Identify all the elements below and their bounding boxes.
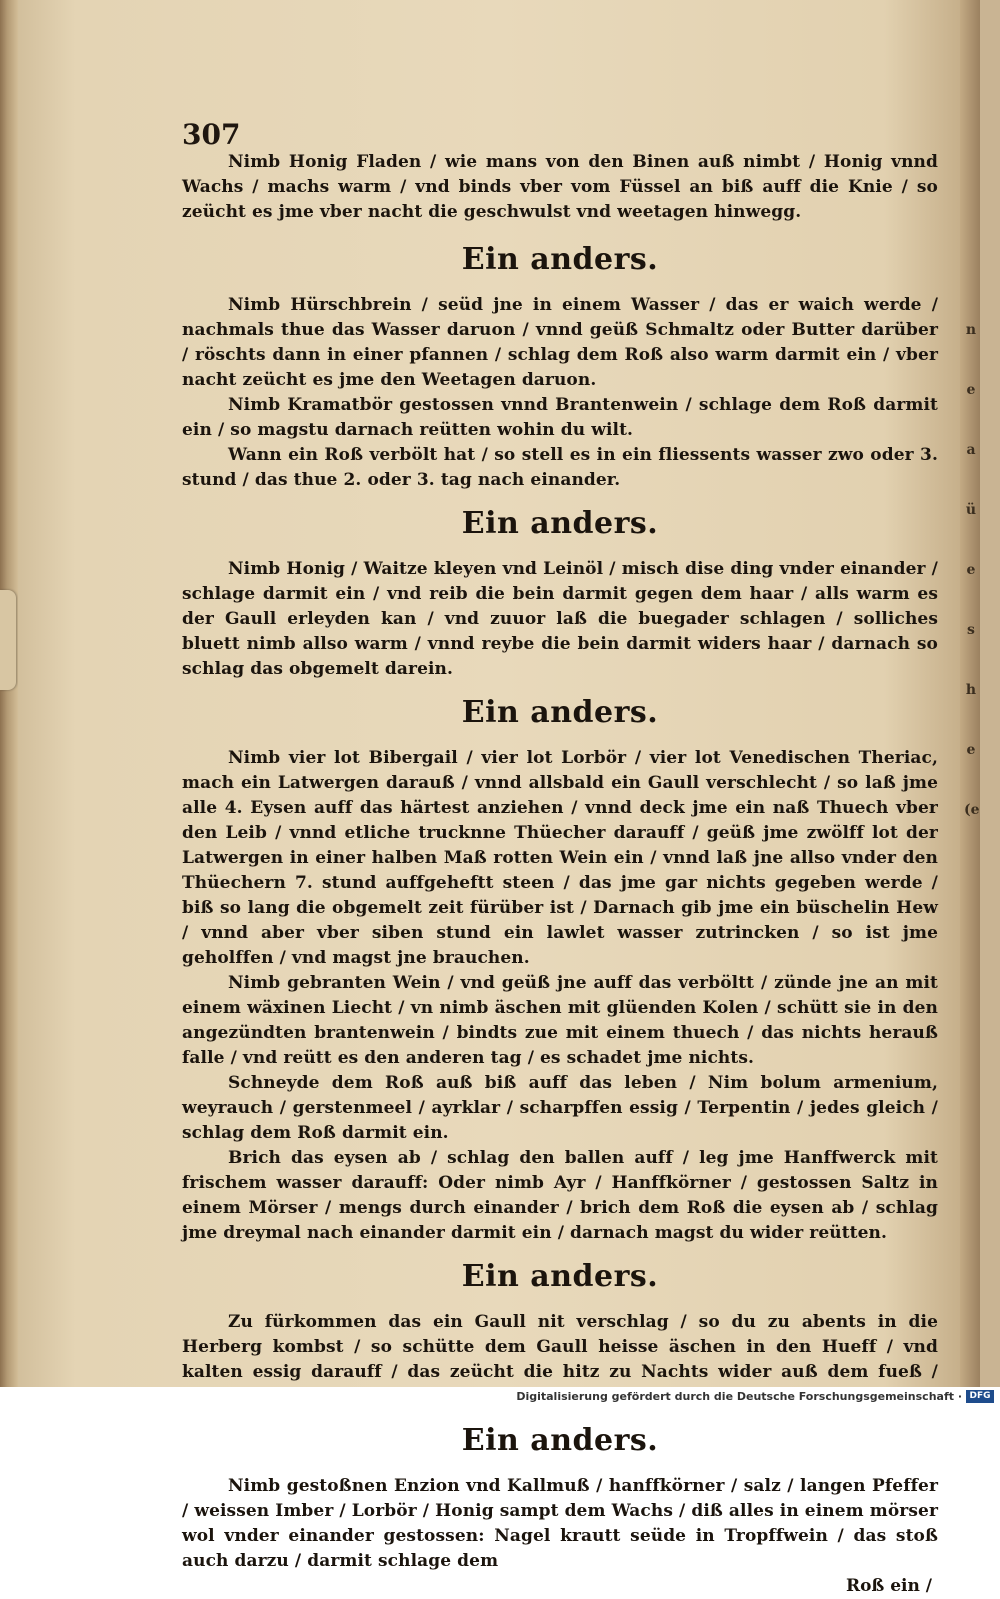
margin-mark: n (965, 322, 977, 338)
paragraph: Brich das eysen ab / schlag den ballen auff / leg jme Hanffwerck mit frischem wasser darauff: Oder nimb Ayr / Hanffkörner / gestossen Saltz in einem Mörser / mengs durch einander / brich dem Roß die eysen ab / schlag jme dreymal nach einander darmit ein / darnach magst du wider reütten. (182, 1148, 938, 1243)
dfg-logo: DFG (966, 1390, 994, 1403)
margin-mark: (e (964, 802, 980, 818)
footer-credit: Digitalisierung gefördert durch die Deutsche Forschungsgemeinschaft · (516, 1390, 962, 1403)
paragraph: Wann ein Roß verbölt hat / so stell es in ein fliessents wasser zwo oder 3. stund / das thue 2. oder 3. tag nach einander. (182, 445, 938, 490)
paragraph: Nimb Honig Fladen / wie mans von den Binen auß nimbt / Honig vnnd Wachs / machs warm / vnd binds vber vom Füssel an biß auff die Knie / so zeücht es jme vber nacht die geschwulst vnd weetagen hinwegg. (182, 152, 938, 222)
paragraph: Nimb vier lot Bibergail / vier lot Lorbör / vier lot Venedischen Theriac, mach ein Latwergen darauß / vnnd allsbald ein Gaull verschlecht / so laß jme alle 4. Eysen auff das härtest anziehen / vnnd deck jme ein naß Thuech vber den Leib / vnnd etliche trucknne Thüecher darauff / geüß jme zwölff lot der Latwergen in einer halben Maß rotten Wein ein / vnnd laß jne allso vnder den Thüechern 7. stund auffgeheftt steen / das jme gar nichts gegeben werde / biß so lang die obgemelt zeit fürüber ist / Darnach gib jme ein büschelin Hew / vnnd aber vber siben stund ein lawlet wasser zutrincken / so ist jme geholffen / vnd magst jne brauchen. (182, 748, 938, 968)
bookmark-tab (0, 590, 16, 690)
margin-mark: h (965, 682, 977, 698)
margin-mark: e (966, 742, 976, 758)
catchword-last-line: Roß ein / (845, 1576, 932, 1596)
paragraph: Nimb gebranten Wein / vnd geüß jne auff das verböltt / zünde jne an mit einem wäxinen Liecht / vn nimb äschen mit glüenden Kolen / schütt sie in den angezündten brantenwein / bindts zue mit einem thuech / das nichts herauß falle / vnd reütt es den anderen tag / es schadet jme nichts. (182, 973, 938, 1068)
paragraph: Nimb gestoßnen Enzion vnd Kallmuß / hanffkörner / salz / langen Pfeffer / weissen Imber / Lorbör / Honig sampt dem Wachs / diß alles in einem mörser wol vnder einander gestossen: Nagel krautt seüde in Tropffwein / das stoß auch darzu / darmit schlage dem (182, 1476, 938, 1571)
book-spine-edge (0, 0, 18, 1387)
margin-mark: ü (965, 502, 977, 518)
paragraph: Schneyde dem Roß auß biß auff das leben / Nim bolum armenium, weyrauch / gerstenmeel / ayrklar / scharpffen essig / Terpentin / jedes gleich / schlag dem Roß darmit ein. (182, 1073, 938, 1143)
paragraph: Zu fürkommen das ein Gaull nit verschlag / so du zu abents in die Herberg kombst / so schütte dem Gaull heisse äschen in den Hueff / vnd kalten essig darauff / das zeücht die hitz zu Nachts wider auß dem fueß / (182, 1312, 938, 1382)
section-heading: Ein anders. (461, 506, 659, 541)
paragraph: Nimb Hürschbrein / seüd jne in einem Wasser / das er waich werde / nachmals thue das Wasser daruon / vnnd geüß Schmaltz oder Butter darüber / röschts dann in einer pfannen / schlag dem Roß also warm darmit ein / vber nacht zeücht es jme den Weetagen daruon. (182, 295, 938, 390)
footer-bar (0, 1387, 1000, 1407)
section-heading: Ein anders. (461, 1259, 659, 1294)
margin-mark: e (966, 562, 976, 578)
margin-marks (964, 300, 978, 840)
paragraph: Nimb Honig / Waitze kleyen vnd Leinöl / misch dise ding vnder einander / schlage darmit ein / vnd reib die bein darmit gegen dem haar / alls warm es der Gaull erleyden kan / vnd zuuor laß die buegader schlagen / solliches bluett nimb allso warm / vnnd reybe die bein darmit widers haar / darnach so schlag das obgemelt darein. (182, 559, 938, 679)
section-heading: Ein anders. (461, 242, 659, 277)
section-heading: Ein anders. (461, 695, 659, 730)
page-number: 307 (182, 118, 241, 151)
margin-mark: e (966, 382, 976, 398)
paragraph: Nimb Kramatbör gestossen vnnd Brantenwein / schlage dem Roß darmit ein / so magstu darnach reütten wohin du wilt. (182, 395, 938, 440)
page-text (182, 150, 938, 1599)
margin-mark: a (966, 442, 976, 458)
section-heading: Ein anders. (461, 1423, 659, 1458)
margin-mark: s (967, 622, 975, 638)
